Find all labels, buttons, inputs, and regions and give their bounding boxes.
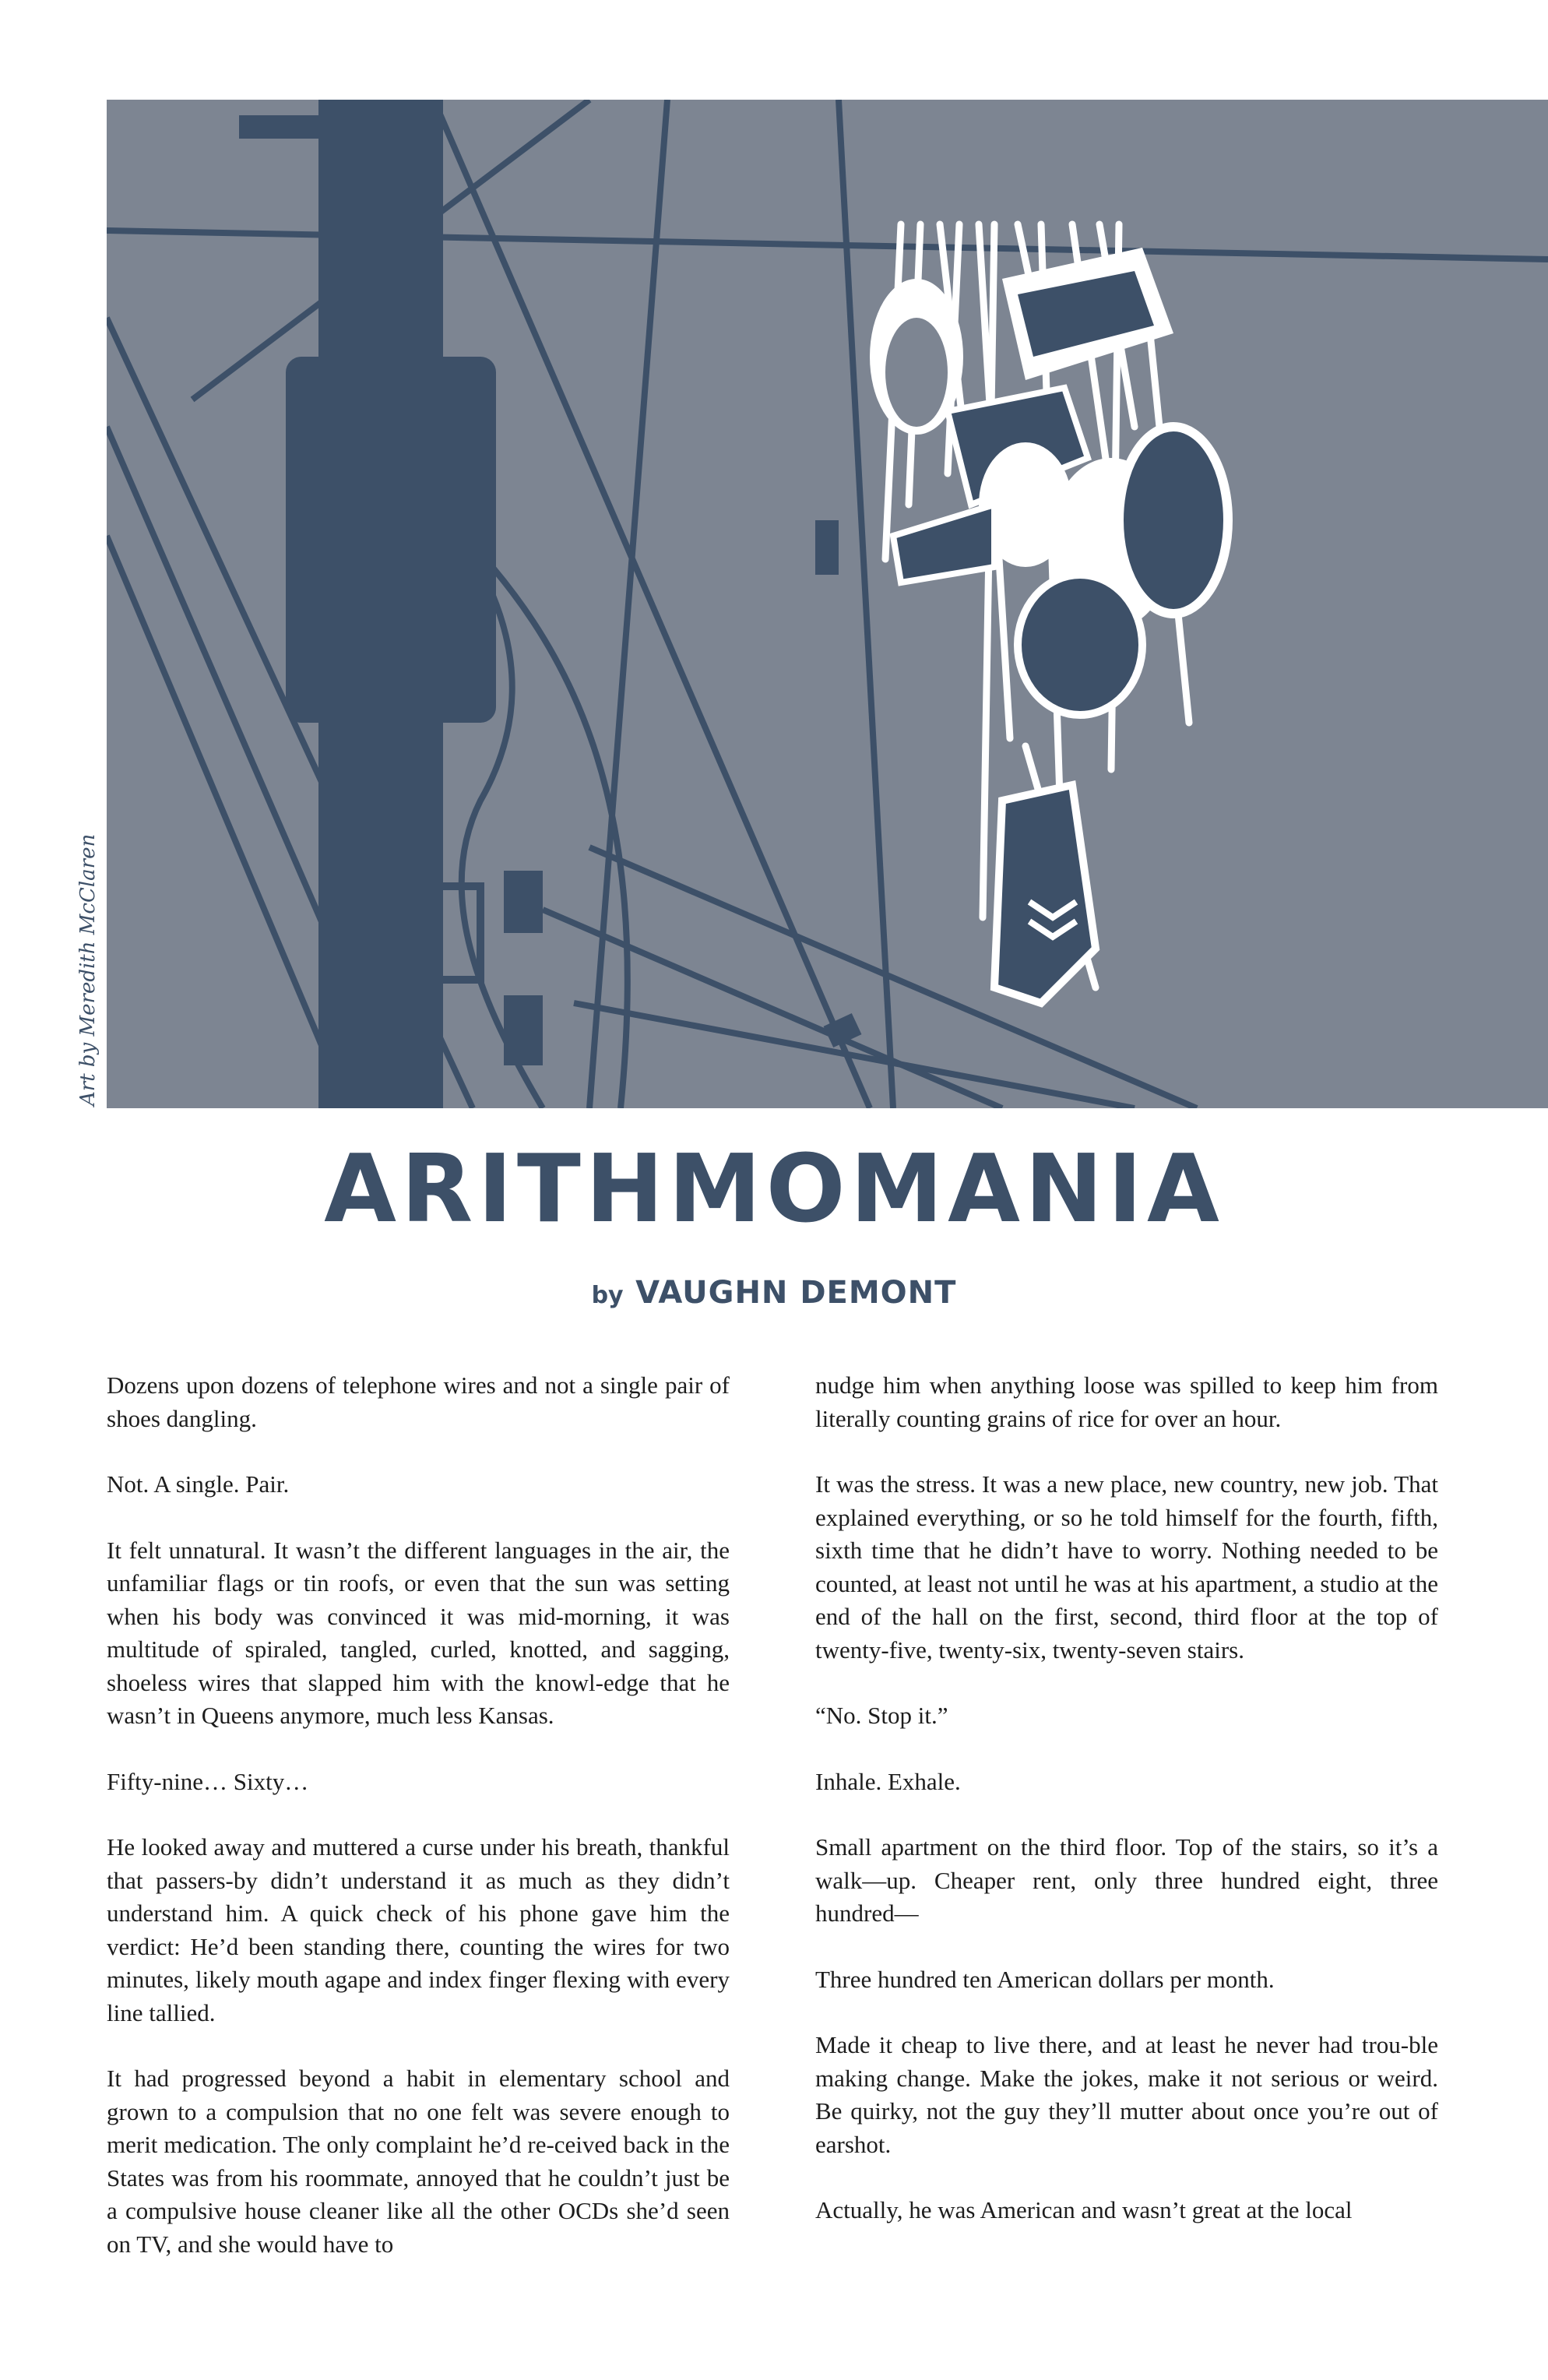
paragraph: Small apartment on the third floor. Top of the stairs, so it’s a walk—up. Cheaper rent, only three hundred eight, three hundred—	[815, 1833, 1438, 1927]
transformer-box	[286, 357, 496, 723]
paragraph: Three hundred ten American dollars per month.	[815, 1965, 1275, 1993]
paragraph: It had progressed beyond a habit in elementary school and grown to a compulsion that no one felt was severe enough to merit medication. The only complaint he’d re-ceived back in the States was from his roommate, annoyed that he couldn’t just be a compulsive house cleaner like all the other OCDs she’d seen on TV, and she would have to	[107, 2065, 730, 2258]
paragraph: Inhale. Exhale.	[815, 1767, 961, 1795]
paragraph: Fifty-nine… Sixty…	[107, 1767, 309, 1795]
paragraph: Dozens upon dozens of telephone wires and not a single pair of shoes dangling.	[107, 1371, 730, 1432]
byline	[0, 1275, 1548, 1311]
paragraph: It felt unnatural. It wasn’t the different languages in the air, the unfamiliar flags or tin roofs, or even that the sun was setting when his body was convinced it was mid-morning, it was multitude of spiraled, tangled, curled, knotted, and sagging, shoeless wires that slapped him with the knowl-edge that he wasn’t in Queens anymore, much less Kansas.	[107, 1536, 730, 1729]
paragraph: It was the stress. It was a new place, new country, new job. That explained everything, or so he told himself for the fourth, fifth, sixth time that he didn’t have to worry. Nothing needed to be counted, at least not until he was at his apartment, a studio at the end of the hall on the first, second, third floor at the top of twenty-five, twenty-six, twenty-seven stairs.	[815, 1470, 1438, 1664]
paragraph: Actually, he was American and wasn’t great at the local	[815, 2196, 1353, 2223]
shoes-on-wires-artwork	[107, 100, 1548, 1108]
byline-prefix: by	[591, 1282, 624, 1309]
art-credit: Art by Meredith McClaren	[76, 833, 100, 1106]
author-name: VAUGHN DEMONT	[635, 1275, 957, 1311]
left-column	[107, 1369, 730, 2294]
paragraph: Made it cheap to live there, and at least he never had trou-ble making change. Make the jokes, make it not serious or weird. Be quirky, not the guy they’ll mutter about once you’re out of earshot.	[815, 2031, 1438, 2158]
paragraph: Not. A single. Pair.	[107, 1470, 290, 1498]
article-title: ARITHMOMANIA	[324, 1135, 1224, 1244]
paragraph: nudge him when anything loose was spilled to keep him from literally counting grains of rice for over an hour.	[815, 1371, 1438, 1432]
paragraph: He looked away and muttered a curse under his breath, thankful that passers-by didn’t understand it as much as they didn’t understand him. A quick check of his phone gave him the verdict: He’d been standing there, counting the wires for two minutes, likely mouth agape and index finger flexing with every line tallied.	[107, 1833, 730, 2026]
right-column	[815, 1369, 1438, 2260]
paragraph: “No. Stop it.”	[815, 1702, 948, 1729]
hero-illustration	[107, 100, 1548, 1108]
